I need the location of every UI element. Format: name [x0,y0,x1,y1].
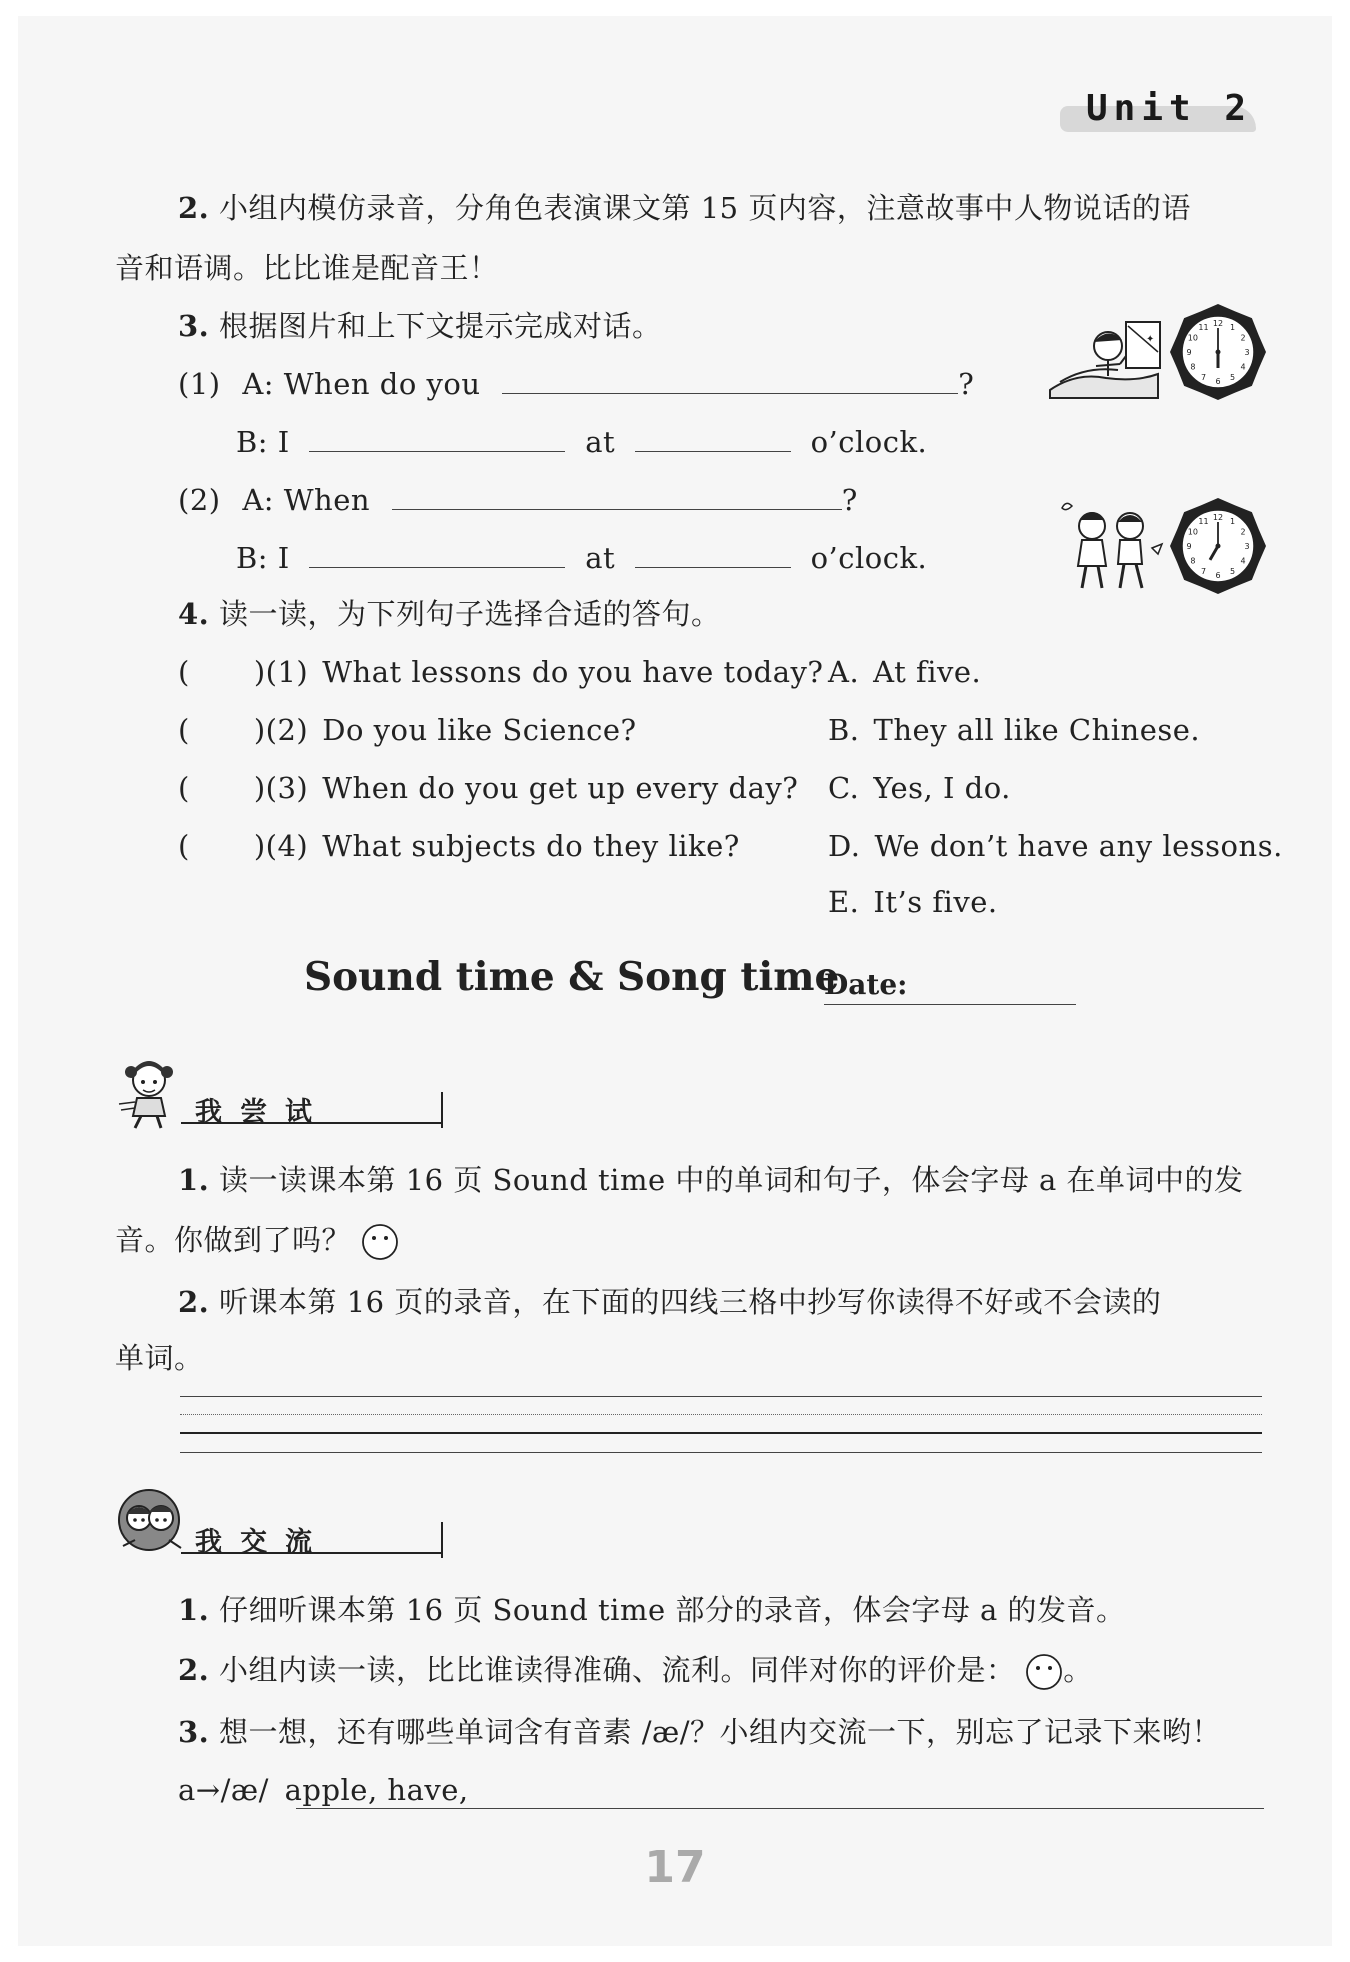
writing-line-4[interactable] [180,1452,1262,1453]
task2-text-line1: 小组内模仿录音，分角色表演课文第 15 页内容，注意故事中人物说话的语 [219,191,1191,225]
date-label: Date: [824,968,908,1001]
task3-q2-b-blank2[interactable] [635,539,791,568]
clock-icon-1 [1168,302,1268,402]
task3-q1-b-blank2[interactable] [635,423,791,452]
share-item2-text: 小组内读一读，比比谁读得准确、流利。同伴对你的评价是： [219,1653,1016,1687]
answer-text: It’s five. [873,885,998,919]
clock-number: 2 [1240,333,1246,343]
task3-q2-b-blank1[interactable] [309,539,565,568]
unit-label: Unit 2 [1086,88,1253,129]
clock-number: 3 [1244,348,1250,357]
share-item2-line [178,1650,1093,1691]
share-item1-number: 1. [178,1593,210,1627]
task3-q2-b-line [236,538,927,578]
clock-number: 8 [1190,556,1196,566]
match-question-row [178,826,740,866]
writing-line-2[interactable] [180,1414,1262,1415]
match-question-row [178,768,798,808]
task4-instruction-line [178,594,721,634]
clock-number: 11 [1198,516,1209,526]
question-text: Do you like Science? [322,713,637,747]
task3-q1-label: (1) [178,367,221,401]
match-question-row [178,652,823,692]
try-section-header [115,1054,365,1134]
kids-illustration [1052,496,1172,596]
clock-number: 6 [1215,571,1221,580]
task3-q2-oclock: o’clock. [810,541,928,575]
share-item3-line [178,1712,1221,1752]
task3-q1-oclock: o’clock. [810,425,928,459]
page-number: 17 [644,1842,706,1893]
task3-q1-a-blank[interactable] [502,365,958,394]
share-heading-bar [181,1522,441,1558]
girl-mascot-icon [115,1054,185,1132]
clock-number: 8 [1190,362,1196,372]
answer-letter: D. [828,829,861,863]
svg-text:✦: ✦ [1146,334,1155,345]
example-words: apple, have, [284,1773,469,1807]
clock-number: 10 [1187,527,1198,537]
share-item2-end: 。 [1063,1653,1093,1687]
try-heading-underline [181,1122,443,1124]
clock-number: 9 [1186,542,1192,551]
task3-instruction-line [178,306,662,346]
try-heading-divider [441,1092,443,1128]
try-heading-bar [181,1092,441,1128]
task3-q2-a-line [178,480,858,520]
answer-text: Yes, I do. [873,771,1011,805]
clock-number: 6 [1215,377,1221,386]
clock-number: 5 [1229,567,1236,577]
task3-q2-label: (2) [178,483,221,517]
task3-q1-a-text: A: When do you [242,367,481,401]
share-section-header [115,1484,365,1564]
try-item1-line1 [178,1160,1244,1200]
task3-q1-b-line [236,422,927,462]
clock-number: 7 [1200,373,1207,383]
share-example-line [178,1770,469,1810]
clock-number: 12 [1212,513,1224,522]
try-item1-line2 [115,1220,399,1261]
question-label: (4) [265,829,309,863]
answer-text: We don’t have any lessons. [874,829,1283,863]
share-heading-underline [181,1552,443,1554]
share-item2-number: 2. [178,1653,210,1687]
phoneme-prefix: a→/æ/ [178,1773,269,1807]
clock-center [1216,544,1221,549]
try-item2-text-line2: 单词。 [115,1341,204,1375]
clock-number: 10 [1187,333,1198,343]
task3-q1-b-text: B: I [236,425,290,459]
try-item1-text-line2: 音。你做到了吗？ [115,1223,352,1257]
clock-number: 9 [1186,348,1192,357]
match-answer-row [828,768,1011,808]
task3-q2-b-text: B: I [236,541,290,575]
answer-paren-close: ) [253,829,266,863]
task3-q1-b-blank1[interactable] [309,423,565,452]
task3-q1-a-line [178,364,974,404]
answer-paren-close: ) [253,713,266,747]
task3-q2-qmark: ? [841,483,858,517]
task3-q2-a-blank[interactable] [392,481,842,510]
try-item1-number: 1. [178,1163,210,1197]
clock-number: 4 [1240,362,1246,372]
clock-number: 4 [1240,556,1246,566]
clock-number: 11 [1198,322,1209,332]
try-item2-number: 2. [178,1285,210,1319]
clock-number: 5 [1229,373,1236,383]
clock-icon-2 [1168,496,1268,596]
task2-number: 2. [178,191,210,225]
wake-up-illustration [1046,312,1166,404]
match-answer-row [828,710,1200,750]
task3-q1-qmark: ? [958,367,975,401]
answer-text: They all like Chinese. [873,713,1201,747]
share-item3-number: 3. [178,1715,210,1749]
smiley-face-icon[interactable] [1025,1653,1063,1691]
answer-paren-open[interactable]: ( [178,713,190,747]
question-label: (1) [265,655,309,689]
answer-paren-close: ) [253,655,266,689]
answer-letter: B. [828,713,860,747]
share-item1-line [178,1590,1126,1630]
kids-mascot-icon [115,1484,185,1562]
smiley-face-icon[interactable] [361,1223,399,1261]
match-question-row [178,710,637,750]
share-heading: 我交流 [195,1527,330,1558]
task3-number: 3. [178,309,210,343]
answer-paren-open[interactable]: ( [178,655,190,689]
answer-letter: E. [828,885,860,919]
answer-text: At five. [873,655,982,689]
answer-letter: A. [828,655,860,689]
clock-center [1216,350,1221,355]
task4-instruction: 读一读，为下列句子选择合适的答句。 [219,597,721,631]
share-item1-text: 仔细听课本第 16 页 Sound time 部分的录音，体会字母 a 的发音。 [219,1593,1126,1627]
try-heading: 我尝试 [195,1097,330,1128]
task4-number: 4. [178,597,210,631]
date-blank[interactable] [824,1004,1076,1005]
share-heading-divider [441,1522,443,1558]
task3-instruction: 根据图片和上下文提示完成对话。 [219,309,662,343]
task2-line1 [178,188,1191,228]
writing-line-1[interactable] [180,1396,1262,1397]
question-text: When do you get up every day? [322,771,799,805]
try-item1-text-line1: 读一读课本第 16 页 Sound time 中的单词和句子，体会字母 a 在单词中的发 [219,1163,1244,1197]
match-answer-row [828,882,998,922]
task2-text-line2: 音和语调。比比谁是配音王！ [115,251,499,285]
try-item2-text-line1: 听课本第 16 页的录音，在下面的四线三格中抄写你读得不好或不会读的 [219,1285,1162,1319]
writing-line-3[interactable] [180,1432,1262,1434]
answer-letter: C. [828,771,860,805]
clock-number: 7 [1200,567,1207,577]
answer-paren-close: ) [253,771,266,805]
clock-number: 3 [1244,542,1250,551]
unit-header [1060,88,1256,134]
question-text: What subjects do they like? [322,829,740,863]
answer-paren-open[interactable]: ( [178,771,190,805]
question-label: (2) [265,713,309,747]
match-answer-row [828,826,1283,866]
try-item2-line1 [178,1282,1161,1322]
task3-q2-at: at [585,541,616,575]
question-text: What lessons do you have today? [322,655,824,689]
task3-q2-a-text: A: When [242,483,371,517]
share-item3-text: 想一想，还有哪些单词含有音素 /æ/？小组内交流一下，别忘了记录下来哟！ [219,1715,1222,1749]
question-label: (3) [265,771,309,805]
clock-number: 1 [1229,516,1236,526]
answer-paren-open[interactable]: ( [178,829,190,863]
clock-number: 12 [1212,319,1224,328]
clock-number: 2 [1240,527,1246,537]
match-answer-row [828,652,981,692]
task3-q1-at: at [585,425,616,459]
word-record-line[interactable] [296,1808,1264,1809]
clock-number: 1 [1229,322,1236,332]
section-title: Sound time & Song time [304,954,840,1000]
